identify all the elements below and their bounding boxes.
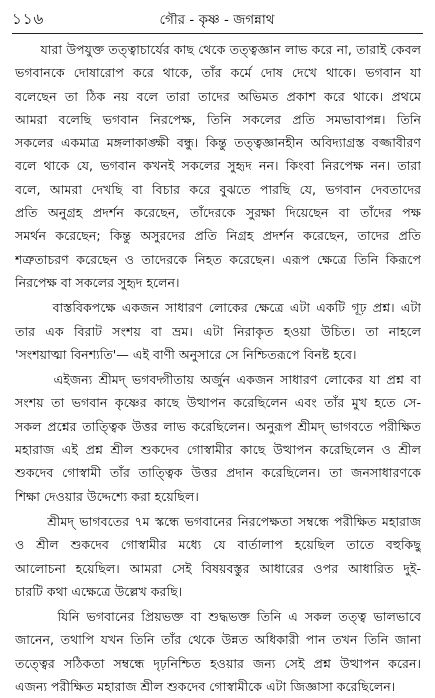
text-line: বলে, আমরা দেখছি বা বিচার করে বুঝতে পারছি যে, ভগবান দেবতাদের — [15, 181, 421, 197]
header-rule — [12, 33, 423, 34]
text-line: এজন্য পরীক্ষিত মহারাজ শ্রীল শুকদেব গোস্বামীকে এটা জিজ্ঞাসা করেছিলেন। — [15, 679, 396, 695]
text-line: সকলের একমাত্র মঙ্গলাকাঙ্ক্ষী বন্ধু। কিন্তু তত্ত্বজ্ঞানহীন অবিদ্যাগ্রস্ত বজ্জাবীরণ — [15, 135, 421, 151]
paragraph — [15, 296, 421, 366]
text-line: আলোচনা হয়েছিল। আমরা সেই বিষয়বস্তুর আধারের ওপর আধারিত দুই- — [15, 560, 421, 576]
running-title: গৌর - কৃষ্ণ - জগন্নাথ — [159, 12, 275, 28]
text-line: তত্ত্বের সঠিকতা সম্বন্ধে দৃঢ়নিশ্চিত হওয়ার জন্য সেই প্রশ্ন উত্থাপন করেন। — [15, 655, 421, 671]
text-line: মহারাজ এই প্রশ্ন শ্রীল শুকদেব গোস্বামীর কাছে উত্থাপন করেছিলেন ও শ্রীল — [15, 442, 421, 458]
text-line: বাস্তবিকপক্ষে একজন সাধারণ লোকের ক্ষেত্রে এটা একটি গূঢ় প্রশ্ন। এটা — [15, 300, 421, 316]
text-line: এইজন্য শ্রীমদ্ ভগবদ্গীতায় অর্জুন একজন সাধারণ লোকের যা প্রশ্ন বা — [15, 372, 421, 388]
text-line: শুকদেব গোস্বামী তাঁর তাত্ত্বিক উত্তর প্রদান করেছিলেন। তা জনসাধারণকে — [15, 465, 421, 481]
text-line: তার এক বিরাট সংশয় বা ভ্রম। এটা নিরাকৃত হওয়া উচিত। তা নাহলে — [15, 323, 421, 339]
text-line: 'সংশয়াত্মা বিনশ্যতি'— এই বাণী অনুসারে সে নিশ্চিতরূপে বিনষ্ট হবে। — [15, 346, 357, 362]
text-line: যিনি ভগবানের প্রিয়ভক্ত বা শুদ্ধভক্ত তিনি এ সকল তত্ত্ব ভালভাবে — [15, 609, 421, 625]
paragraph — [15, 510, 421, 603]
text-line: সংশয় তা ভগবান কৃষ্ণের কাছে উত্থাপন করেছিলেন এবং তাঁর মুখ হতে সে- — [15, 395, 421, 411]
text-line: শত্রুতাচরণ করেছেন ও তাদেরকে নিহত করেছেন। এরূপ ক্ষেত্রে তিনি কিরূপে — [15, 251, 421, 267]
text-line: সমর্থন করেছেন; কিন্তু অসুরদের প্রতি নিগ্রহ প্রদর্শন করেছেন, তাদের প্রতি — [15, 228, 421, 244]
paragraph — [15, 38, 421, 294]
text-line: ভগবানকে দোষারোপ করে থাকে, তাঁর কর্মে দোষ দেখে থাকে। ভগবান যা — [15, 65, 421, 81]
text-line: শিক্ষা দেওয়ার উদ্দেশ্যে করা হয়েছিল। — [15, 488, 199, 504]
page-header — [12, 6, 422, 32]
text-line: প্রতি অনুগ্রহ প্রদর্শন করেছেন, তাঁদেরকে সুরক্ষা দিয়েছেন বা তাঁদের পক্ষ — [15, 205, 421, 221]
text-line: সকল প্রশ্নের তাত্ত্বিক উত্তর লাভ করেছিলেন। অনুরূপ শ্রীমদ্ ভাগবতে পরীক্ষিত — [15, 418, 421, 434]
text-line: চারটি কথা এক্ষেত্রে উল্লেখ করছি। — [15, 583, 183, 599]
paragraph — [15, 605, 421, 698]
text-line: নিরপেক্ষ বা সকলের সুহৃদ হলেন। — [15, 274, 180, 290]
text-line: জানেন, তথাপি যখন তিনি তাঁর থেকে উন্নত অধিকারী পান তখন তিনি জানা — [15, 632, 421, 648]
text-line: আমরা বলেছি ভগবান নিরপেক্ষ, তিনি সকলের প্রতি সমভাবাপন্ন। তিনি — [15, 111, 421, 127]
text-line: ও শ্রীল শুকদেব গোস্বামীর মধ্যে যে বার্তালাপ হয়েছিল তাতে বহুকিছু — [15, 537, 421, 553]
page-number: ১১৬ — [12, 10, 45, 28]
text-line: শ্রীমদ্ ভাগবতের ৭ম স্কন্ধে ভগবানের নিরপেক্ষতা সম্বন্ধে পরীক্ষিত মহারাজ — [15, 513, 421, 529]
text-line: বলেছেন তা ঠিক নয় বলে তারা তাদের অভিমত প্রকাশ করে থাকে। প্রথমে — [15, 88, 421, 104]
text-line: বলে থাকে যে, ভগবান কখনই সকলের সুহৃদ নন। কিংবা নিরপেক্ষ নন। তারা — [15, 158, 421, 174]
page-body — [15, 38, 421, 698]
text-line: যারা উপযুক্ত তত্ত্বাচার্যের কাছ থেকে তত্ত্বজ্ঞান লাভ করে না, তারাই কেবল — [15, 42, 421, 57]
paragraph — [15, 368, 421, 508]
